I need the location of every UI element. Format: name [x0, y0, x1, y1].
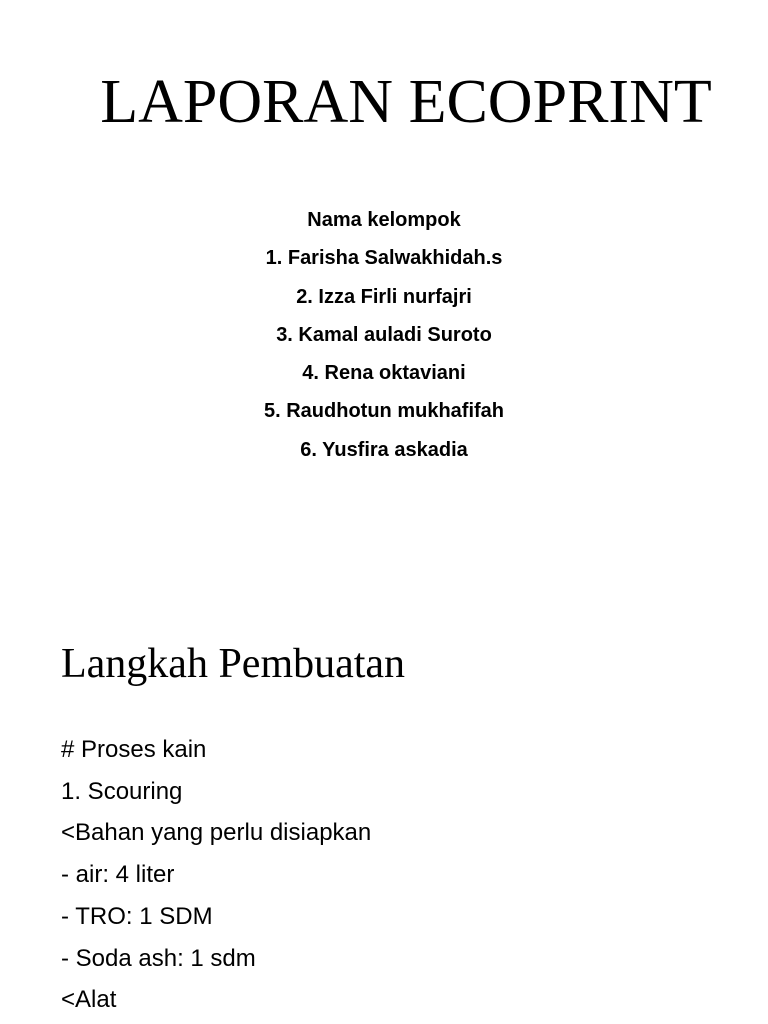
page-title: LAPORAN ECOPRINT: [100, 68, 712, 136]
step-line: <Alat: [61, 986, 117, 1014]
steps-list: [61, 729, 371, 1021]
step-line: - Soda ash: 1 sdm: [61, 944, 256, 972]
member-item: 4. Rena oktaviani: [302, 362, 466, 385]
group-members-block: [0, 201, 768, 469]
step-line: - TRO: 1 SDM: [61, 902, 213, 930]
step-line: 1. Scouring: [61, 777, 183, 805]
step-line: - air: 4 liter: [61, 861, 175, 889]
member-item: 1. Farisha Salwakhidah.s: [265, 247, 503, 270]
step-line: # Proses kain: [61, 736, 207, 763]
member-item: 2. Izza Firli nurfajri: [296, 285, 472, 308]
member-item: 5. Raudhotun mukhafifah: [264, 400, 504, 423]
section-heading: Langkah Pembuatan: [61, 641, 406, 687]
member-item: 6. Yusfira askadia: [300, 438, 468, 461]
group-heading: Nama kelompok: [307, 209, 461, 231]
member-item: 3. Kamal auladi Suroto: [276, 323, 492, 346]
step-line: <Bahan yang perlu disiapkan: [61, 819, 372, 847]
